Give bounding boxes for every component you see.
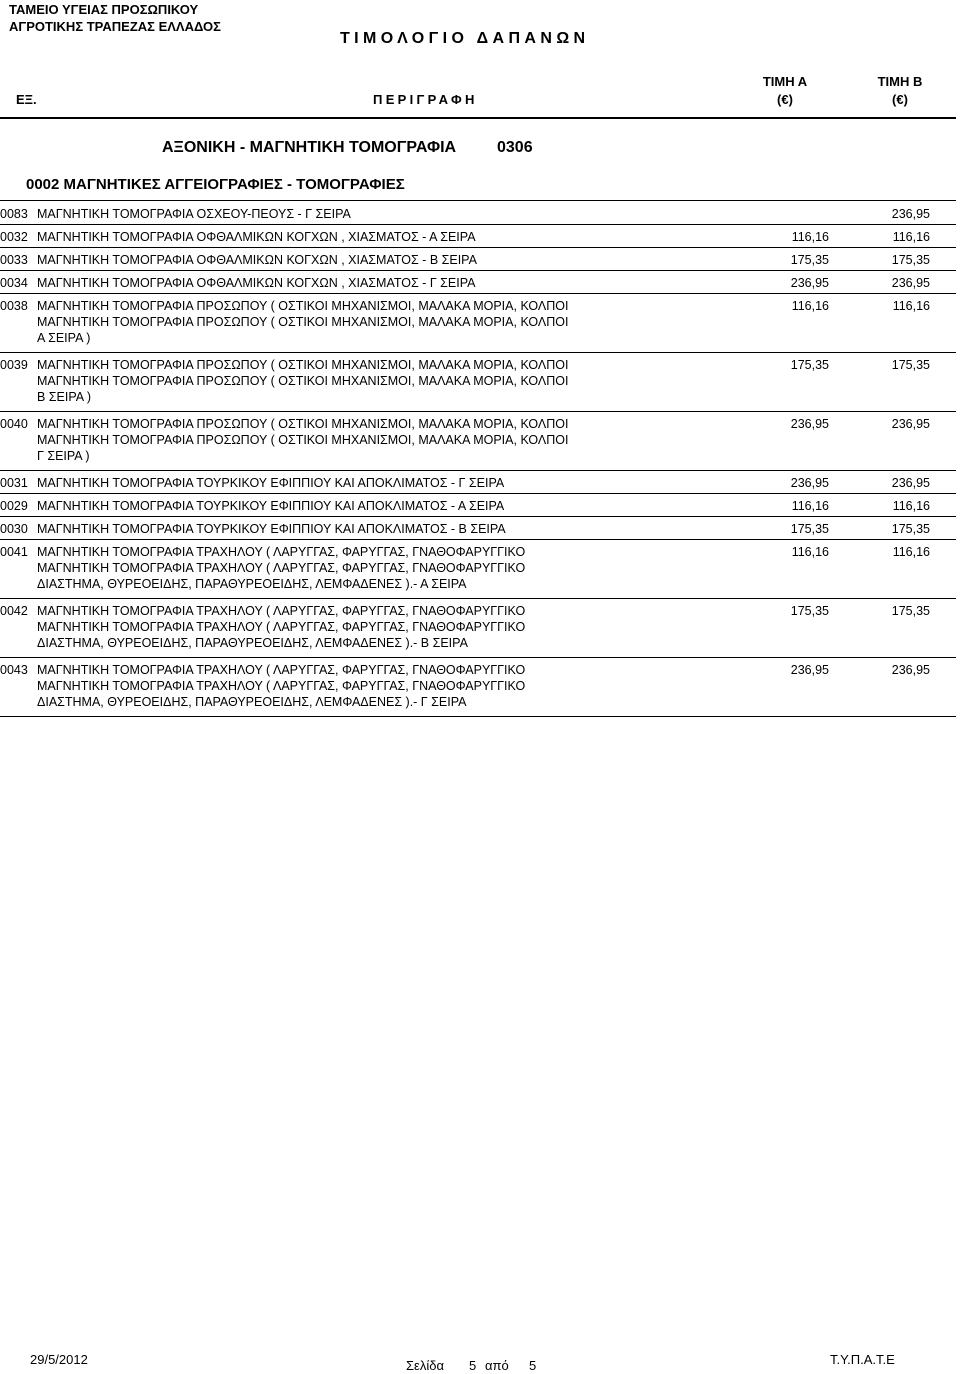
row-price-a: 236,95 bbox=[790, 276, 829, 290]
row-description: ΜΑΓΝΗΤΙΚΗ ΤΟΜΟΓΡΑΦΙΑ ΠΡΟΣΩΠΟΥ ( ΟΣΤΙΚΟΙ ΜΗΧΑΝΙΣΜΟΙ, ΜΑΛΑΚΑ ΜΟΡΙΑ, ΚΟΛΠΟΙ bbox=[37, 358, 569, 372]
row-price-a: 236,95 bbox=[790, 663, 829, 677]
row-code: 0032 bbox=[0, 230, 28, 244]
table-row bbox=[0, 497, 956, 520]
row-price-b: 116,16 bbox=[892, 545, 930, 559]
row-price-b: 116,16 bbox=[892, 299, 930, 313]
row-divider bbox=[0, 352, 956, 353]
row-divider bbox=[0, 411, 956, 412]
row-divider bbox=[0, 516, 956, 517]
row-code: 0038 bbox=[0, 299, 28, 313]
row-divider bbox=[0, 470, 956, 471]
row-code: 0034 bbox=[0, 276, 28, 290]
row-divider bbox=[0, 224, 956, 225]
row-description: ΜΑΓΝΗΤΙΚΗ ΤΟΜΟΓΡΑΦΙΑ ΟΣΧΕΟΥ-ΠΕΟΥΣ - Γ ΣΕΙΡΑ bbox=[37, 207, 351, 221]
table-row bbox=[0, 228, 956, 251]
row-code: 0031 bbox=[0, 476, 28, 490]
table-row bbox=[0, 543, 956, 602]
table-row bbox=[0, 297, 956, 356]
row-price-b: 175,35 bbox=[891, 522, 930, 536]
section-title: ΑΞΟΝΙΚΗ - ΜΑΓΝΗΤΙΚΗ ΤΟΜΟΓΡΑΦΙΑ bbox=[162, 139, 457, 156]
row-description-continuation: ΜΑΓΝΗΤΙΚΗ ΤΟΜΟΓΡΑΦΙΑ ΠΡΟΣΩΠΟΥ ( ΟΣΤΙΚΟΙ ΜΗΧΑΝΙΣΜΟΙ, ΜΑΛΑΚΑ ΜΟΡΙΑ, ΚΟΛΠΟΙ bbox=[37, 433, 569, 447]
footer-page-number: 5 bbox=[469, 1358, 477, 1373]
row-divider bbox=[0, 493, 956, 494]
subsection-title: 0002 ΜΑΓΝΗΤΙΚΕΣ ΑΓΓΕΙΟΓΡΑΦΙΕΣ - ΤΟΜΟΓΡΑΦΙΕΣ bbox=[26, 176, 405, 193]
table-row bbox=[0, 415, 956, 474]
row-price-b: 236,95 bbox=[891, 417, 930, 431]
footer-of-word: από bbox=[485, 1358, 509, 1373]
row-price-a: 116,16 bbox=[791, 545, 829, 559]
table-row bbox=[0, 356, 956, 415]
column-header-price-b-unit: (€) bbox=[892, 92, 908, 107]
row-description-continuation: ΔΙΑΣΤΗΜΑ, ΘΥΡΕΟΕΙΔΗΣ, ΠΑΡΑΘΥΡΕΟΕΙΔΗΣ, ΛΕΜΦΑΔΕΝΕΣ ).- Α ΣΕΙΡΑ bbox=[37, 577, 467, 591]
org-line-2: ΑΓΡΟΤΙΚΗΣ ΤΡΑΠΕΖΑΣ ΕΛΛΑΔΟΣ bbox=[9, 19, 221, 34]
table-row bbox=[0, 602, 956, 661]
row-divider bbox=[0, 598, 956, 599]
footer-org-abbr: Τ.Υ.Π.Α.Τ.Ε bbox=[830, 1352, 895, 1367]
row-description-continuation: ΜΑΓΝΗΤΙΚΗ ΤΟΜΟΓΡΑΦΙΑ ΤΡΑΧΗΛΟΥ ( ΛΑΡΥΓΓΑΣ, ΦΑΡΥΓΓΑΣ, ΓΝΑΘΟΦΑΡΥΓΓΙΚΟ bbox=[37, 561, 526, 575]
row-price-a: 236,95 bbox=[790, 476, 829, 490]
row-description: ΜΑΓΝΗΤΙΚΗ ΤΟΜΟΓΡΑΦΙΑ ΟΦΘΑΛΜΙΚΩΝ ΚΟΓΧΩΝ , ΧΙΑΣΜΑΤΟΣ - Α ΣΕΙΡΑ bbox=[37, 230, 476, 244]
row-divider bbox=[0, 657, 956, 658]
row-price-b: 236,95 bbox=[891, 476, 930, 490]
row-price-a: 175,35 bbox=[790, 358, 829, 372]
row-description-continuation: Γ ΣΕΙΡΑ ) bbox=[37, 449, 90, 463]
column-header-price-a: ΤΙΜΗ Α bbox=[762, 74, 808, 89]
row-code: 0042 bbox=[0, 604, 28, 618]
subsection-divider bbox=[0, 200, 956, 201]
footer-date: 29/5/2012 bbox=[30, 1352, 88, 1367]
row-price-b: 175,35 bbox=[891, 604, 930, 618]
column-header-price-a-unit: (€) bbox=[777, 92, 793, 107]
row-divider bbox=[0, 247, 956, 248]
row-price-b: 236,95 bbox=[891, 207, 930, 221]
row-description: ΜΑΓΝΗΤΙΚΗ ΤΟΜΟΓΡΑΦΙΑ ΠΡΟΣΩΠΟΥ ( ΟΣΤΙΚΟΙ ΜΗΧΑΝΙΣΜΟΙ, ΜΑΛΑΚΑ ΜΟΡΙΑ, ΚΟΛΠΟΙ bbox=[37, 299, 569, 313]
row-code: 0039 bbox=[0, 358, 28, 372]
section-code: 0306 bbox=[497, 139, 533, 156]
column-header-description: ΠΕΡΙΓΡΑΦΗ bbox=[373, 92, 478, 107]
row-price-b: 175,35 bbox=[891, 253, 930, 267]
row-code: 0083 bbox=[0, 207, 28, 221]
row-description: ΜΑΓΝΗΤΙΚΗ ΤΟΜΟΓΡΑΦΙΑ ΤΟΥΡΚΙΚΟΥ ΕΦΙΠΠΙΟΥ ΚΑΙ ΑΠΟΚΛΙΜΑΤΟΣ - Α ΣΕΙΡΑ bbox=[37, 499, 505, 513]
row-description: ΜΑΓΝΗΤΙΚΗ ΤΟΜΟΓΡΑΦΙΑ ΟΦΘΑΛΜΙΚΩΝ ΚΟΓΧΩΝ , ΧΙΑΣΜΑΤΟΣ - Γ ΣΕΙΡΑ bbox=[37, 276, 476, 290]
header-divider bbox=[0, 117, 956, 119]
row-divider bbox=[0, 270, 956, 271]
row-divider bbox=[0, 539, 956, 540]
row-description-continuation: ΔΙΑΣΤΗΜΑ, ΘΥΡΕΟΕΙΔΗΣ, ΠΑΡΑΘΥΡΕΟΕΙΔΗΣ, ΛΕΜΦΑΔΕΝΕΣ ).- Β ΣΕΙΡΑ bbox=[37, 636, 468, 650]
table-row bbox=[0, 251, 956, 274]
row-price-b: 116,16 bbox=[892, 230, 930, 244]
row-code: 0030 bbox=[0, 522, 28, 536]
row-description: ΜΑΓΝΗΤΙΚΗ ΤΟΜΟΓΡΑΦΙΑ ΤΟΥΡΚΙΚΟΥ ΕΦΙΠΠΙΟΥ ΚΑΙ ΑΠΟΚΛΙΜΑΤΟΣ - Γ ΣΕΙΡΑ bbox=[37, 476, 505, 490]
row-price-a: 116,16 bbox=[791, 299, 829, 313]
row-description-continuation: ΜΑΓΝΗΤΙΚΗ ΤΟΜΟΓΡΑΦΙΑ ΤΡΑΧΗΛΟΥ ( ΛΑΡΥΓΓΑΣ, ΦΑΡΥΓΓΑΣ, ΓΝΑΘΟΦΑΡΥΓΓΙΚΟ bbox=[37, 620, 526, 634]
row-description: ΜΑΓΝΗΤΙΚΗ ΤΟΜΟΓΡΑΦΙΑ ΤΟΥΡΚΙΚΟΥ ΕΦΙΠΠΙΟΥ ΚΑΙ ΑΠΟΚΛΙΜΑΤΟΣ - Β ΣΕΙΡΑ bbox=[37, 522, 506, 536]
row-price-a: 236,95 bbox=[790, 417, 829, 431]
row-price-b: 236,95 bbox=[891, 663, 930, 677]
row-description-continuation: Β ΣΕΙΡΑ ) bbox=[37, 390, 92, 404]
row-description-continuation: ΜΑΓΝΗΤΙΚΗ ΤΟΜΟΓΡΑΦΙΑ ΤΡΑΧΗΛΟΥ ( ΛΑΡΥΓΓΑΣ, ΦΑΡΥΓΓΑΣ, ΓΝΑΘΟΦΑΡΥΓΓΙΚΟ bbox=[37, 679, 526, 693]
row-code: 0033 bbox=[0, 253, 28, 267]
column-header-price-b: ΤΙΜΗ Β bbox=[877, 74, 923, 89]
row-description: ΜΑΓΝΗΤΙΚΗ ΤΟΜΟΓΡΑΦΙΑ ΠΡΟΣΩΠΟΥ ( ΟΣΤΙΚΟΙ ΜΗΧΑΝΙΣΜΟΙ, ΜΑΛΑΚΑ ΜΟΡΙΑ, ΚΟΛΠΟΙ bbox=[37, 417, 569, 431]
row-description: ΜΑΓΝΗΤΙΚΗ ΤΟΜΟΓΡΑΦΙΑ ΤΡΑΧΗΛΟΥ ( ΛΑΡΥΓΓΑΣ, ΦΑΡΥΓΓΑΣ, ΓΝΑΘΟΦΑΡΥΓΓΙΚΟ bbox=[37, 663, 526, 677]
row-code: 0029 bbox=[0, 499, 28, 513]
document-title: ΤΙΜΟΛΟΓΙΟ ΔΑΠΑΝΩΝ bbox=[340, 30, 590, 47]
row-divider bbox=[0, 716, 956, 717]
row-code: 0041 bbox=[0, 545, 28, 559]
row-price-b: 116,16 bbox=[892, 499, 930, 513]
row-price-b: 175,35 bbox=[891, 358, 930, 372]
column-header-code: ΕΞ. bbox=[16, 92, 37, 107]
table-row bbox=[0, 520, 956, 543]
row-price-b: 236,95 bbox=[891, 276, 930, 290]
row-price-a: 116,16 bbox=[791, 230, 829, 244]
row-description: ΜΑΓΝΗΤΙΚΗ ΤΟΜΟΓΡΑΦΙΑ ΤΡΑΧΗΛΟΥ ( ΛΑΡΥΓΓΑΣ, ΦΑΡΥΓΓΑΣ, ΓΝΑΘΟΦΑΡΥΓΓΙΚΟ bbox=[37, 604, 526, 618]
row-code: 0043 bbox=[0, 663, 28, 677]
table-row bbox=[0, 661, 956, 720]
row-description-continuation: ΜΑΓΝΗΤΙΚΗ ΤΟΜΟΓΡΑΦΙΑ ΠΡΟΣΩΠΟΥ ( ΟΣΤΙΚΟΙ ΜΗΧΑΝΙΣΜΟΙ, ΜΑΛΑΚΑ ΜΟΡΙΑ, ΚΟΛΠΟΙ bbox=[37, 374, 569, 388]
row-description-continuation: Α ΣΕΙΡΑ ) bbox=[37, 331, 91, 345]
row-price-a: 175,35 bbox=[790, 522, 829, 536]
row-description-continuation: ΔΙΑΣΤΗΜΑ, ΘΥΡΕΟΕΙΔΗΣ, ΠΑΡΑΘΥΡΕΟΕΙΔΗΣ, ΛΕΜΦΑΔΕΝΕΣ ).- Γ ΣΕΙΡΑ bbox=[37, 695, 467, 709]
table-row bbox=[0, 205, 956, 228]
row-price-a: 116,16 bbox=[791, 499, 829, 513]
row-divider bbox=[0, 293, 956, 294]
table-row bbox=[0, 474, 956, 497]
table-row bbox=[0, 274, 956, 297]
row-description: ΜΑΓΝΗΤΙΚΗ ΤΟΜΟΓΡΑΦΙΑ ΟΦΘΑΛΜΙΚΩΝ ΚΟΓΧΩΝ , ΧΙΑΣΜΑΤΟΣ - Β ΣΕΙΡΑ bbox=[37, 253, 477, 267]
footer-page-word: Σελίδα bbox=[406, 1358, 444, 1373]
row-description-continuation: ΜΑΓΝΗΤΙΚΗ ΤΟΜΟΓΡΑΦΙΑ ΠΡΟΣΩΠΟΥ ( ΟΣΤΙΚΟΙ ΜΗΧΑΝΙΣΜΟΙ, ΜΑΛΑΚΑ ΜΟΡΙΑ, ΚΟΛΠΟΙ bbox=[37, 315, 569, 329]
row-code: 0040 bbox=[0, 417, 28, 431]
row-description: ΜΑΓΝΗΤΙΚΗ ΤΟΜΟΓΡΑΦΙΑ ΤΡΑΧΗΛΟΥ ( ΛΑΡΥΓΓΑΣ, ΦΑΡΥΓΓΑΣ, ΓΝΑΘΟΦΑΡΥΓΓΙΚΟ bbox=[37, 545, 526, 559]
org-line-1: ΤΑΜΕΙΟ ΥΓΕΙΑΣ ΠΡΟΣΩΠΙΚΟΥ bbox=[9, 2, 199, 17]
footer-page-total: 5 bbox=[529, 1358, 537, 1373]
row-price-a: 175,35 bbox=[790, 253, 829, 267]
row-price-a: 175,35 bbox=[790, 604, 829, 618]
